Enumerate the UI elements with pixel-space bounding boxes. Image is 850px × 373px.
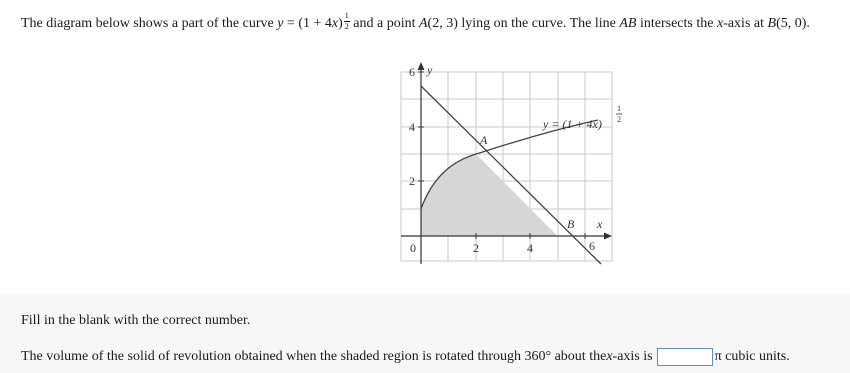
y-axis-label: y (427, 63, 433, 77)
point-b-label: B (567, 217, 575, 231)
exponent-fraction: 1 2 (344, 11, 349, 31)
y-tick-label: 2 (409, 174, 415, 188)
point-a-coords: (2, 3) (427, 16, 458, 31)
x-tick-label: 0 (410, 241, 416, 255)
shaded-region (421, 154, 558, 236)
instruction-text: Fill in the blank with the correct number. (21, 313, 251, 328)
curve-var-y: y (277, 16, 284, 31)
prompt-units: π cubic units. (714, 349, 790, 364)
x-axis-arrow-icon (604, 233, 612, 240)
x-axis-label: x (597, 217, 603, 231)
curve-close: ) (338, 16, 343, 31)
curve-diagram (383, 56, 633, 276)
y-tick-label: 4 (409, 120, 415, 134)
curve-eq: = (1 + 4 (283, 16, 332, 31)
answer-panel (0, 294, 850, 373)
curve-label: y = (1 + 4x) (543, 117, 602, 131)
x-tick-label: 6 (589, 239, 595, 253)
prompt-text: The volume of the solid of revolution obtained when the shaded region is rotated through 360° about the (21, 349, 607, 364)
prompt-text: -axis is (612, 349, 653, 364)
curve-label-exp-num: 1 (617, 104, 621, 113)
question-text (21, 12, 841, 34)
question-part: lying on the curve. The line (457, 16, 620, 31)
question-part: intersects the (636, 16, 717, 31)
prompt-var-x: x (606, 349, 613, 364)
point-b-name: B (767, 16, 777, 31)
point-a-label: A (480, 133, 488, 147)
point-a-name: A (418, 16, 428, 31)
x-tick-label: 2 (473, 241, 479, 255)
x-axis-var: x (716, 16, 724, 31)
question-part: and a point (349, 16, 419, 31)
y-tick-label: 6 (409, 65, 415, 79)
question-part: -axis at (723, 16, 768, 31)
point-b-coords: (5, 0). (776, 16, 810, 31)
answer-prompt (21, 348, 790, 366)
question-part: The diagram below shows a part of the curve (21, 16, 278, 31)
x-tick-label: 4 (527, 241, 533, 255)
answer-input[interactable] (657, 348, 713, 366)
curve-label-exp-den: 2 (617, 115, 621, 124)
y-axis-arrow-icon (418, 62, 425, 70)
curve-var-x: x (331, 16, 339, 31)
line-ab-name: AB (619, 16, 637, 31)
